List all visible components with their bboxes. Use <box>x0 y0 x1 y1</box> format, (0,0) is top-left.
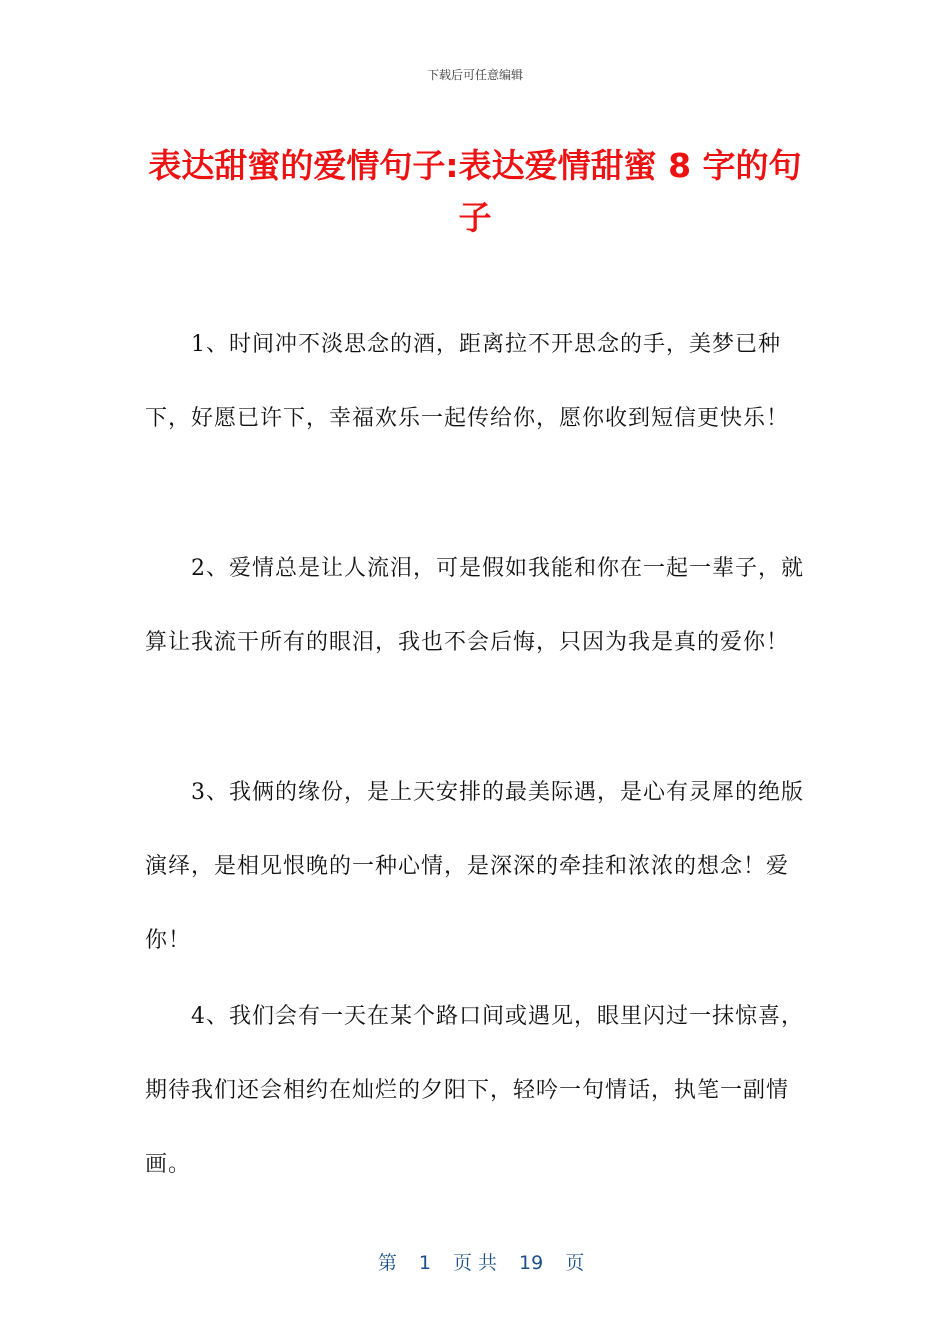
paragraph-1: 1、时间冲不淡思念的酒，距离拉不开思念的手，美梦已种下，好愿已许下，幸福欢乐一起传给你，愿你收到短信更快乐！ <box>145 332 790 431</box>
paragraph-2: 2、爱情总是让人流泪，可是假如我能和你在一起一辈子，就算让我流干所有的眼泪，我也不会后悔，只因为我是真的爱你！ <box>145 556 804 655</box>
total-pages-number: 19 <box>519 1252 544 1274</box>
document-title: 表达甜蜜的爱情句子:表达爱情甜蜜 8 字的句子 <box>148 146 802 237</box>
current-page-number: 1 <box>418 1252 431 1274</box>
footer-middle: 页 共 <box>452 1252 498 1274</box>
paragraph-4: 4、我们会有一天在某个路口间或遇见，眼里闪过一抹惊喜，期待我们还会相约在灿烂的夕阳下，轻吟一句情话，执笔一副情画。 <box>145 1004 804 1177</box>
footer-prefix: 第 <box>377 1252 397 1274</box>
header-note: 下载后可任意编辑 <box>426 68 523 82</box>
footer-suffix: 页 <box>565 1252 585 1274</box>
page-footer <box>0 1226 950 1275</box>
paragraph-3: 3、我俩的缘份，是上天安排的最美际遇，是心有灵犀的绝版演绎，是相见恨晚的一种心情，是深深的牵挂和浓浓的想念！爱你！ <box>145 780 804 953</box>
